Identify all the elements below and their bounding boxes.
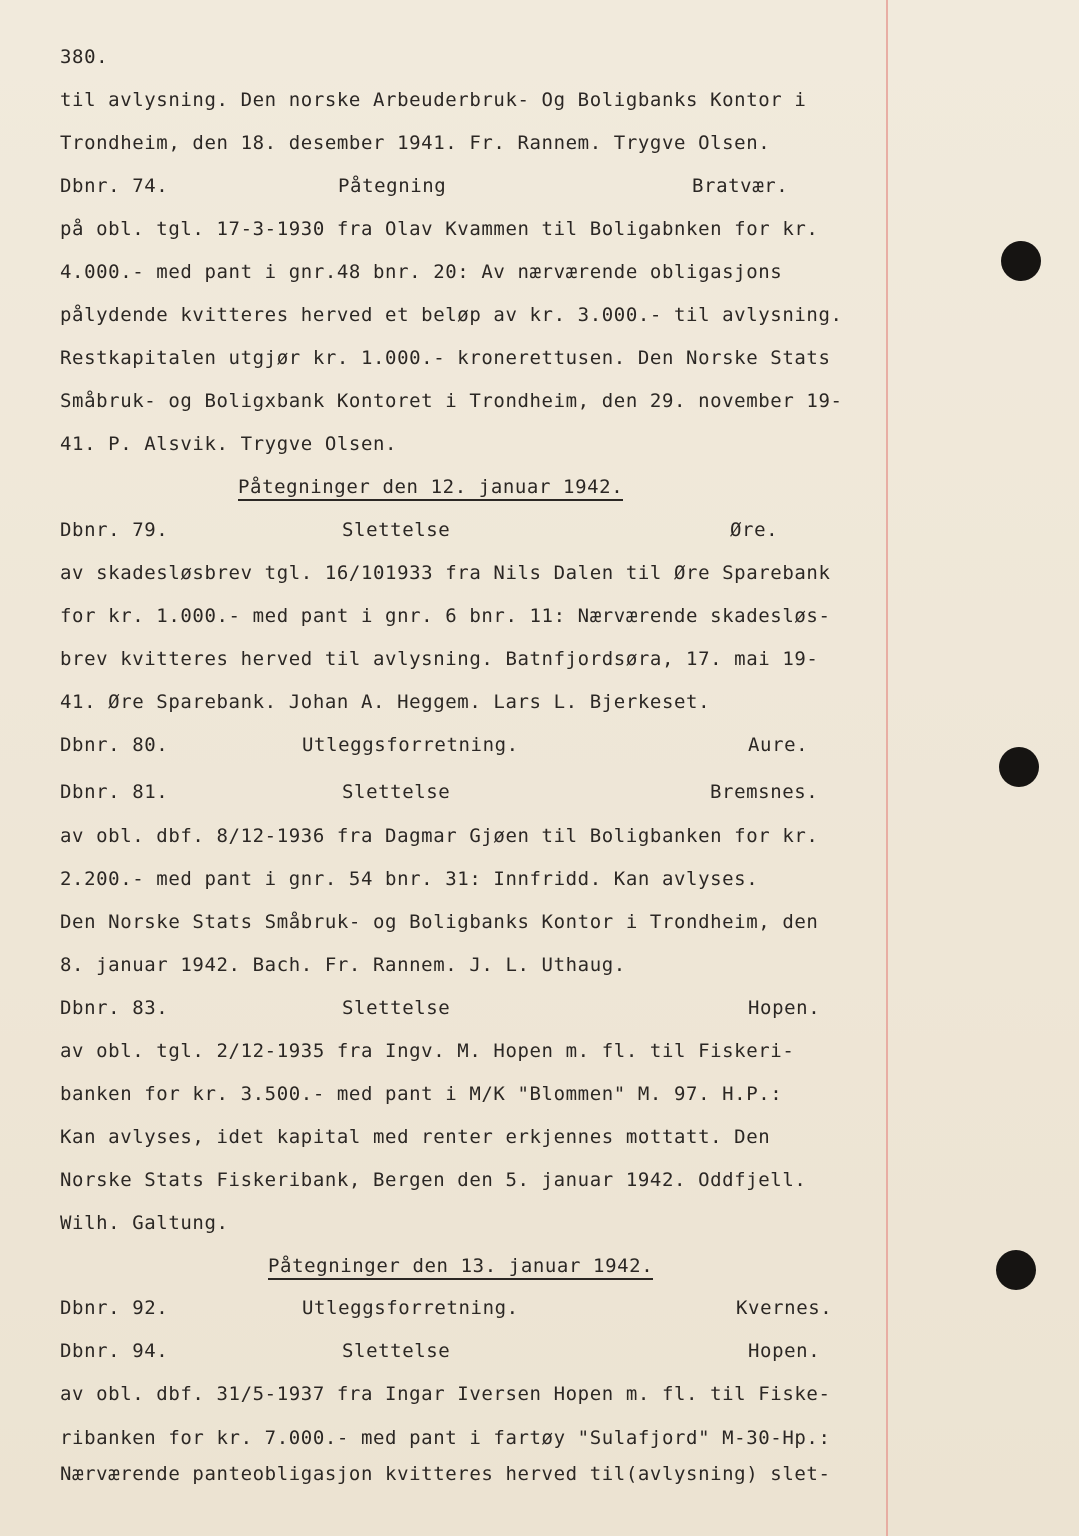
entry-dbnr: Dbnr. 83. (60, 997, 169, 1019)
entry-place: Kvernes. (736, 1297, 833, 1319)
date-heading: Påtegninger den 12. januar 1942. (238, 476, 623, 501)
margin-line (886, 0, 888, 1536)
entry-action: Utleggsforretning. (302, 734, 519, 756)
text-line: for kr. 1.000.- med pant i gnr. 6 bnr. 11: Nærværende skadesløs- (60, 605, 831, 627)
punch-hole (999, 747, 1039, 787)
text-line: brev kvitteres herved til avlysning. Batnfjordsøra, 17. mai 19- (60, 648, 819, 670)
entry-place: Hopen. (748, 997, 821, 1019)
text-line: av skadesløsbrev tgl. 16/101933 fra Nils Dalen til Øre Sparebank (60, 562, 831, 584)
text-line: 4.000.- med pant i gnr.48 bnr. 20: Av nærværende obligasjons (60, 261, 783, 283)
text-line: Den Norske Stats Småbruk- og Boligbanks Kontor i Trondheim, den (60, 911, 819, 933)
entry-place: Bratvær. (692, 175, 789, 197)
entry-place: Aure. (748, 734, 809, 756)
entry-dbnr: Dbnr. 74. (60, 175, 169, 197)
entry-place: Bremsnes. (710, 781, 819, 803)
entry-action: Slettelse (342, 997, 451, 1019)
text-line: av obl. tgl. 2/12-1935 fra Ingv. M. Hopen m. fl. til Fiskeri- (60, 1040, 795, 1062)
entry-dbnr: Dbnr. 79. (60, 519, 169, 541)
text-line: ribanken for kr. 7.000.- med pant i fartøy "Sulafjord" M-30-Hp.: (60, 1427, 831, 1449)
entry-action: Utleggsforretning. (302, 1297, 519, 1319)
text-line: på obl. tgl. 17-3-1930 fra Olav Kvammen til Boligabnken for kr. (60, 218, 819, 240)
text-line: 41. Øre Sparebank. Johan A. Heggem. Lars L. Bjerkeset. (60, 691, 711, 713)
text-line: 41. P. Alsvik. Trygve Olsen. (60, 433, 398, 455)
entry-place: Øre. (730, 519, 779, 541)
text-line: til avlysning. Den norske Arbeuderbruk- Og Boligbanks Kontor i (60, 89, 807, 111)
text-line: 2.200.- med pant i gnr. 54 bnr. 31: Innfridd. Kan avlyses. (60, 868, 759, 890)
text-line: Småbruk- og Boligxbank Kontoret i Trondheim, den 29. november 19- (60, 390, 843, 412)
text-line: av obl. dbf. 31/5-1937 fra Ingar Iversen Hopen m. fl. til Fiske- (60, 1383, 831, 1405)
text-line: Wilh. Galtung. (60, 1212, 229, 1234)
text-line: Nærværende panteobligasjon kvitteres herved til(avlysning) slet- (60, 1463, 831, 1485)
text-line: Trondheim, den 18. desember 1941. Fr. Rannem. Trygve Olsen. (60, 132, 771, 154)
text-line: Kan avlyses, idet kapital med renter erkjennes mottatt. Den (60, 1126, 771, 1148)
text-line: Restkapitalen utgjør kr. 1.000.- kronerettusen. Den Norske Stats (60, 347, 831, 369)
text-line: Norske Stats Fiskeribank, Bergen den 5. januar 1942. Oddfjell. (60, 1169, 807, 1191)
entry-dbnr: Dbnr. 81. (60, 781, 169, 803)
text-line: 8. januar 1942. Bach. Fr. Rannem. J. L. Uthaug. (60, 954, 626, 976)
text-line: pålydende kvitteres herved et beløp av kr. 3.000.- til avlysning. (60, 304, 843, 326)
entry-action: Slettelse (342, 519, 451, 541)
entry-dbnr: Dbnr. 94. (60, 1340, 169, 1362)
entry-action: Slettelse (342, 1340, 451, 1362)
date-heading: Påtegninger den 13. januar 1942. (268, 1255, 653, 1280)
punch-hole (1001, 241, 1041, 281)
text-line: av obl. dbf. 8/12-1936 fra Dagmar Gjøen til Boligbanken for kr. (60, 825, 819, 847)
entry-dbnr: Dbnr. 92. (60, 1297, 169, 1319)
entry-place: Hopen. (748, 1340, 821, 1362)
entry-action: Slettelse (342, 781, 451, 803)
text-line: banken for kr. 3.500.- med pant i M/K "Blommen" M. 97. H.P.: (60, 1083, 783, 1105)
entry-dbnr: Dbnr. 80. (60, 734, 169, 756)
punch-hole (996, 1250, 1036, 1290)
entry-action: Påtegning (338, 175, 447, 197)
page-number: 380. (60, 46, 109, 68)
